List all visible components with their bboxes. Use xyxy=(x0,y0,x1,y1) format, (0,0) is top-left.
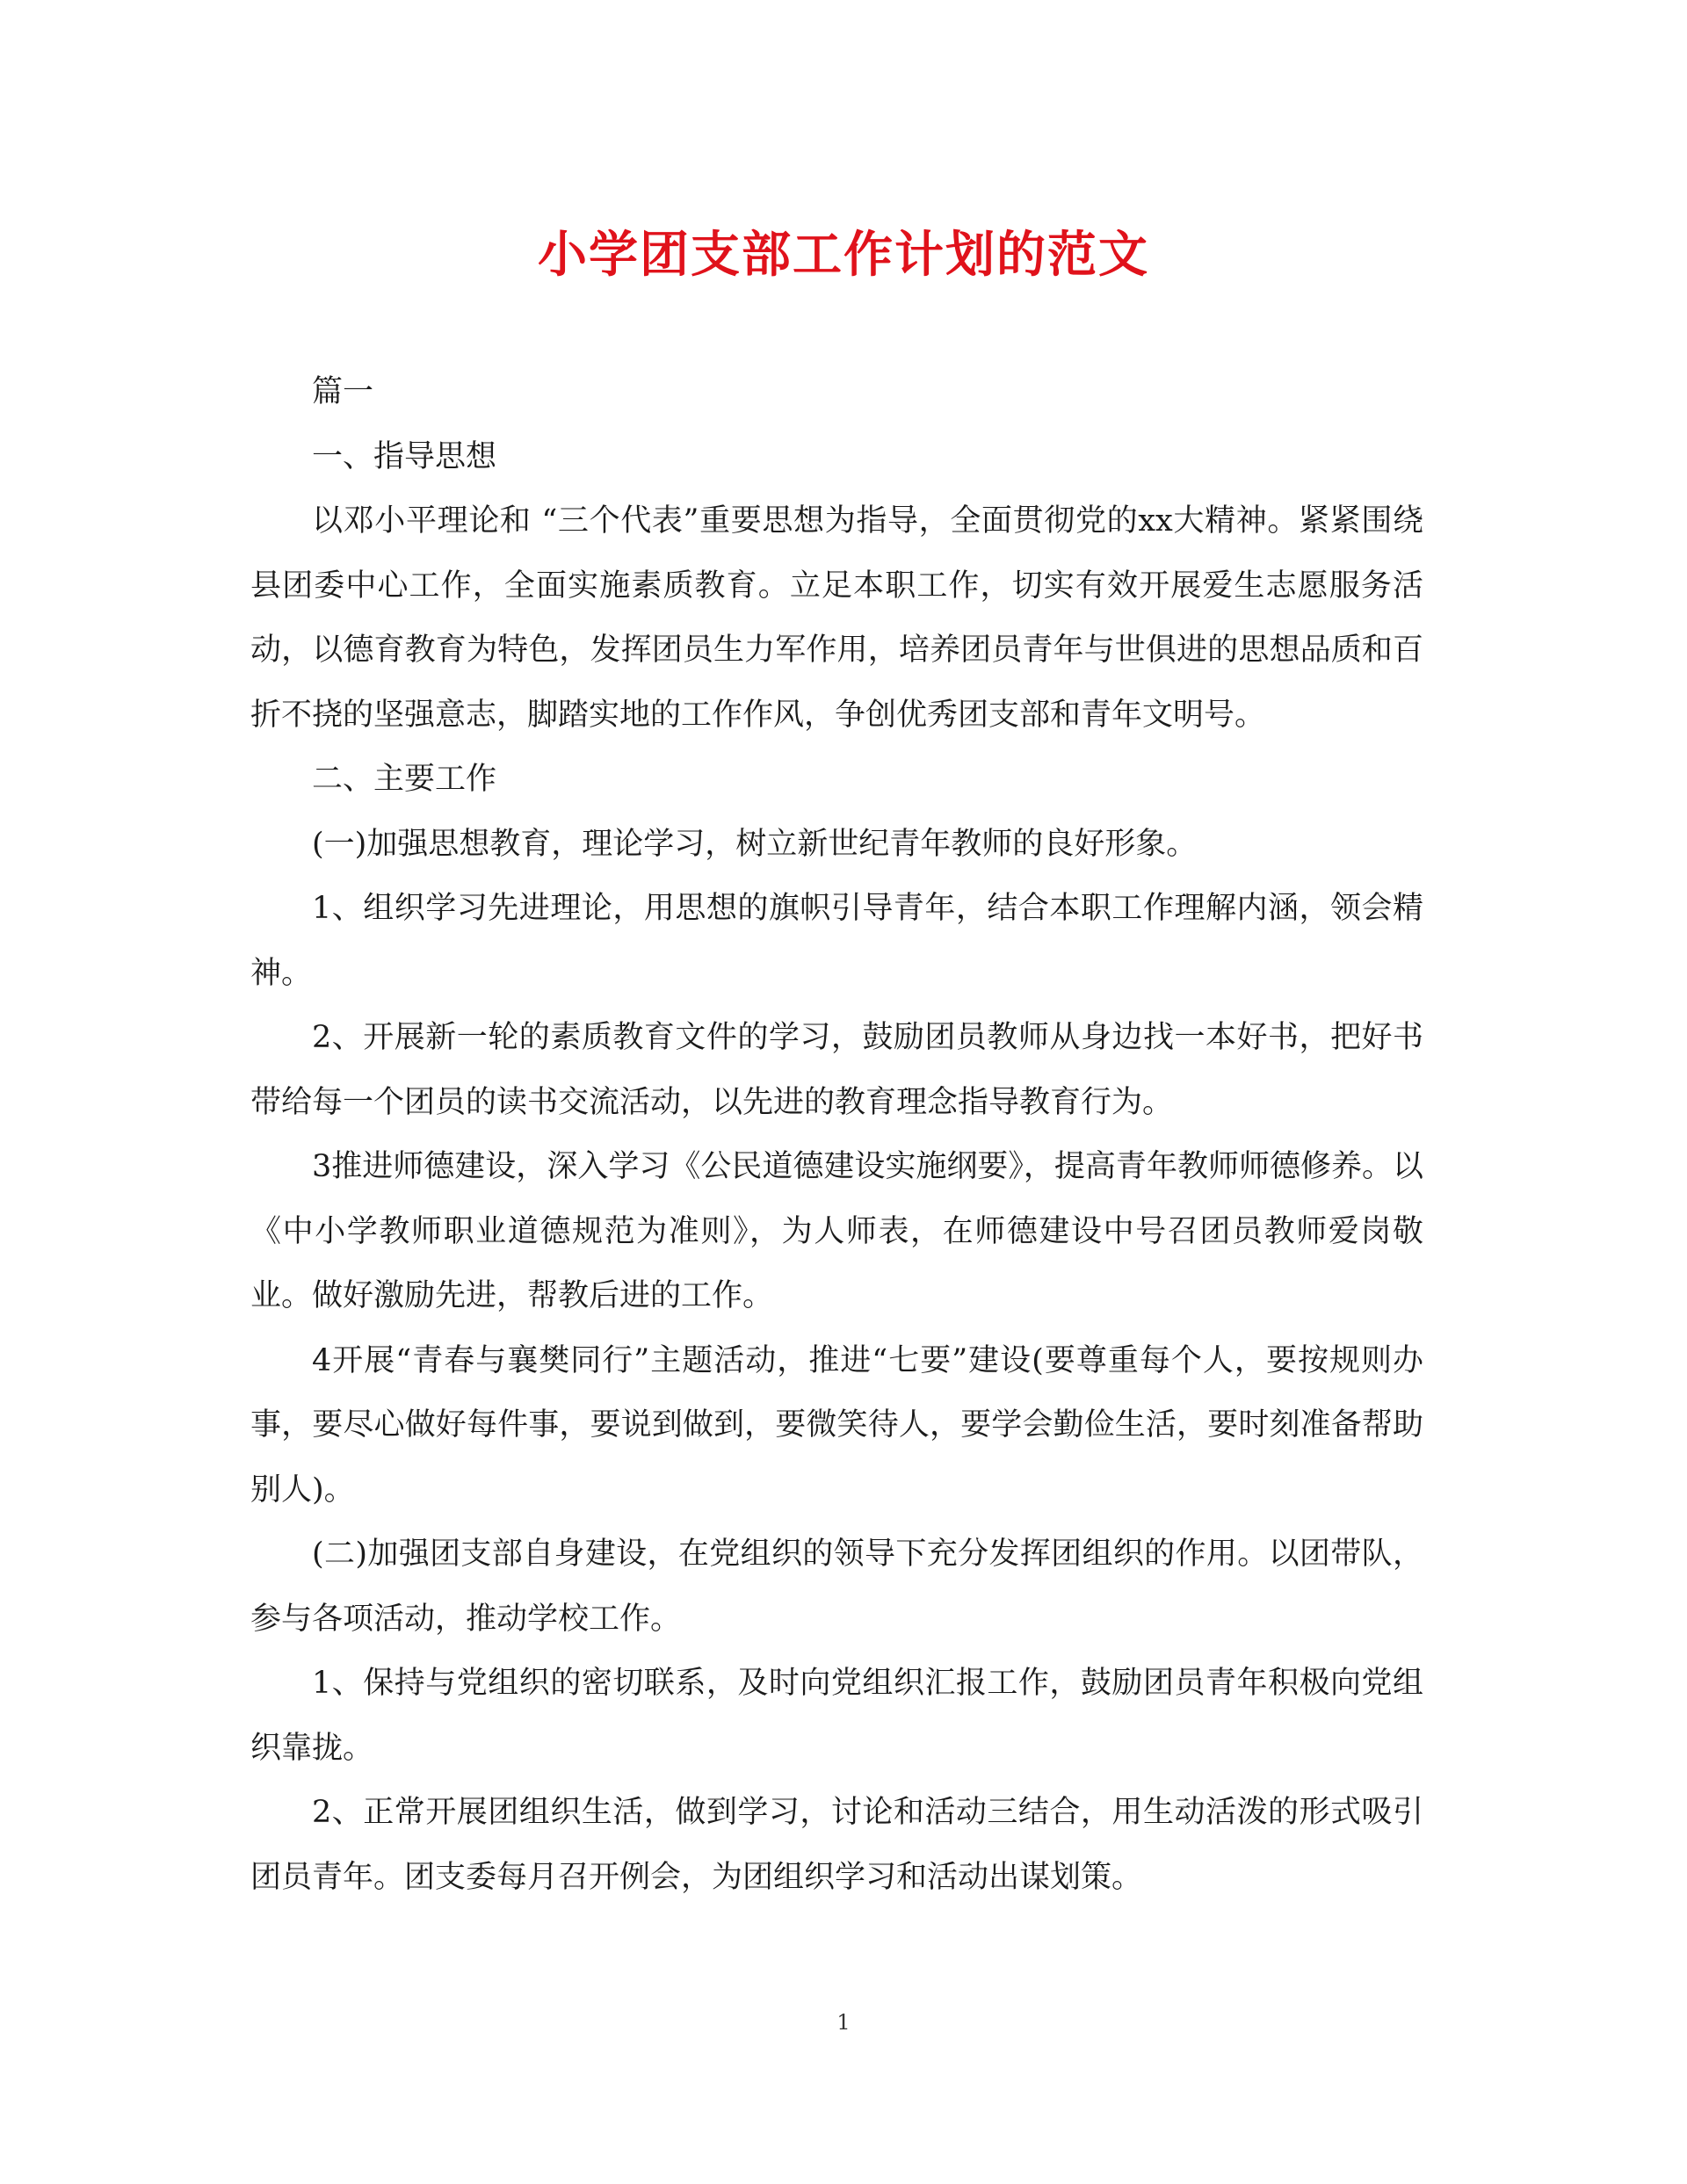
paragraph-subheading-ideological-education: (一)加强思想教育，理论学习，树立新世纪青年教师的良好形象。 xyxy=(312,826,1198,862)
paragraph-guiding-thought-body: 以邓小平理论和 “三个代表”重要思想为指导，全面贯彻党的xx大精神。紧紧围绕县团委中心工作，全面实施素质教育。立足本职工作，切实有效开展爱生志愿服务活动，以德育教育为特色，发挥团员生力军作用，培养团员青年与世俱进的思想品质和百折不挠的坚强意志，脚踏实地的工作作风，争创优秀团支部和青年文明号。 xyxy=(250,503,1423,733)
document-title: 小学团支部工作计划的范文 xyxy=(538,226,1149,284)
paragraph-heading-guiding-thought: 一、指导思想 xyxy=(312,438,497,474)
document-body xyxy=(250,360,1423,1910)
paragraph-item-3: 3推进师德建设，深入学习《公民道德建设实施纲要》，提高青年教师师德修养。以《中小学教师职业道德规范为准则》，为人师表，在师德建设中号召团员教师爱岗敬业。做好激励先进，帮教后进的工作。 xyxy=(250,1149,1423,1313)
paragraph-subheading-branch-building: (二)加强团支部自身建设，在党组织的领导下充分发挥团组织的作用。以团带队，参与各项活动，推动学校工作。 xyxy=(250,1537,1423,1637)
paragraph-branch-item-2: 2、正常开展团组织生活，做到学习，讨论和活动三结合，用生动活泼的形式吸引团员青年。团支委每月召开例会，为团组织学习和活动出谋划策。 xyxy=(250,1795,1423,1895)
paragraph-item-2: 2、开展新一轮的素质教育文件的学习，鼓励团员教师从身边找一本好书，把好书带给每一个团员的读书交流活动，以先进的教育理念指导教育行为。 xyxy=(250,1020,1423,1120)
page-number: 1 xyxy=(836,2010,851,2035)
paragraph-heading-main-work: 二、主要工作 xyxy=(312,762,497,797)
paragraph-item-4: 4开展“青春与襄樊同行”主题活动，推进“七要”建设(要尊重每个人，要按规则办事，要尽心做好每件事，要说到做到，要微笑待人，要学会勤俭生活，要时刻准备帮助别人)。 xyxy=(250,1342,1423,1508)
paragraph-branch-item-1: 1、保持与党组织的密切联系，及时向党组织汇报工作，鼓励团员青年积极向党组织靠拢。 xyxy=(250,1666,1423,1766)
paragraph-item-1: 1、组织学习先进理论，用思想的旗帜引导青年，结合本职工作理解内涵，领会精神。 xyxy=(250,891,1423,991)
paragraph-section-label: 篇一 xyxy=(312,374,374,409)
